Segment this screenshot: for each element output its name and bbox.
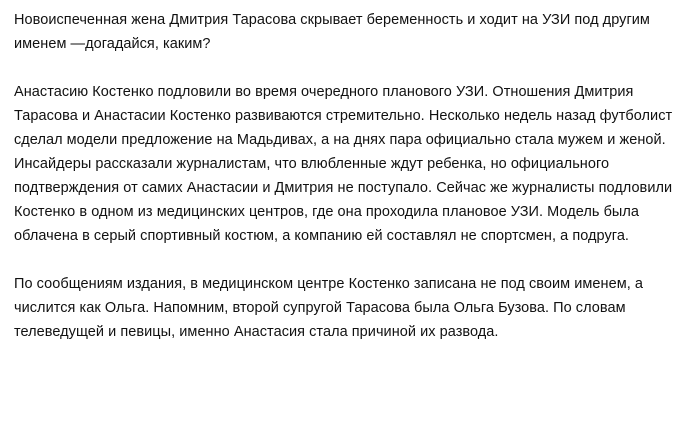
article-paragraph: По сообщениям издания, в медицинском центре Костенко записана не под своим именем, а числится как Ольга. Напомним, второй супругой Тарасова была Ольга Бузова. По словам телеведущей и певицы, именно Анастасия стала причиной их развода. [14,276,643,340]
page-title: Новоиспеченная жена Дмитрия Тарасова скрывает беременность и ходит на УЗИ под другим именем —догадайся, каким? [14,12,650,52]
article-paragraph: Анастасию Костенко подловили во время очередного планового УЗИ. Отношения Дмитрия Тарасова и Анастасии Костенко развиваются стремительно. Несколько недель назад футболист сделал модели предложение на Мадьдивах, а на днях пара официально стала мужем и женой. Инсайдеры рассказали журналистам, что влюбленные ждут ребенка, но официального подтверждения от самих Анастасии и Дмитрия не поступало. Сейчас же журналисты подловили Костенко в одном из медицинских центров, где она проходила плановое УЗИ. Модель была облачена в серый спортивный костюм, а компанию ей составлял не спортсмен, а подруга. [14,84,673,244]
